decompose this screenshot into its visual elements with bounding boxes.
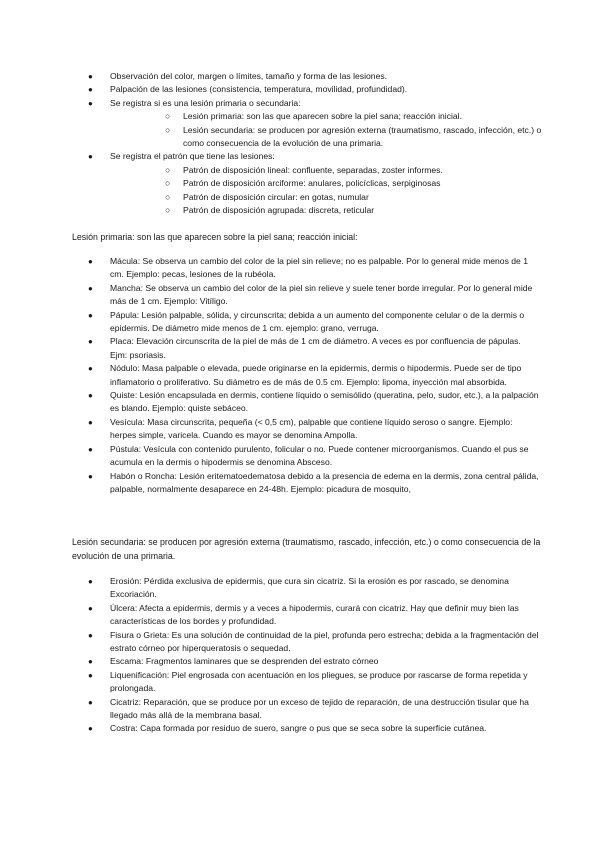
hollow-bullet-icon: ○ bbox=[165, 191, 171, 202]
sub-list-item: ○ Patrón de disposición circular: en gotas, numular bbox=[110, 191, 542, 204]
list-item: ● Fisura o Grieta: Es una solución de continuidad de la piel, profunda pero estrecha; debida a la fragmentación del estrato córneo por hiperqueratosis o sequedad. bbox=[88, 629, 539, 654]
bullet-icon: ● bbox=[88, 364, 93, 374]
bullet-icon: ● bbox=[88, 444, 93, 454]
primary-lesion-heading: Lesión primaria: son las que aparecen sobre la piel sana; reacción inicial: bbox=[72, 232, 358, 242]
bullet-icon: ● bbox=[88, 630, 93, 640]
list-item: ● Mancha: Se observa un cambio del color de la piel sin relieve y suele tener borde irregular. Por lo general mide más de 1 cm. Ejemplo: Vitíligo. bbox=[88, 282, 533, 307]
primary-lesion-list bbox=[72, 255, 540, 496]
bullet-icon: ● bbox=[88, 283, 93, 293]
bullet-icon: ● bbox=[88, 257, 93, 266]
list-item: ● Erosión: Pérdida exclusiva de epidermis, que cura sin cicatriz. Si la erosión es por rascado, se denomina Excoriación. bbox=[88, 576, 509, 600]
bullet-icon: ● bbox=[88, 603, 93, 613]
bullet-icon: ● bbox=[88, 98, 93, 108]
pattern-sublist bbox=[110, 164, 542, 218]
hollow-bullet-icon: ○ bbox=[165, 205, 171, 216]
sub-list-item: ○ Patrón de disposición agrupada: discreta, reticular bbox=[110, 204, 542, 217]
bullet-icon: ● bbox=[88, 85, 93, 95]
list-item: ● Úlcera: Afecta a epidermis, dermis y a veces a hipodermis, curará con cicatriz. Hay que definir muy bien las características de los bordes y profundidad. bbox=[88, 602, 519, 627]
list-item: ● Habón o Roncha: Lesión eritematoedematosa debido a la presencia de edema en la dermis, zona central pálida, palpable, normalmente desaparece en 24-48h. Ejemplo: picadura de mosquito, bbox=[88, 470, 539, 494]
list-item: ● Cicatriz: Reparación, que se produce por un exceso de tejido de reparación, de una destrucción tisular que ha llegado más allá de la membrana basal. bbox=[88, 696, 529, 721]
sub-list-item: ○ Lesión secundaria: se producen por agresión externa (traumatismo, rascado, infección, etc.) o como consecuencia de la evolución de una primaria. bbox=[165, 124, 542, 149]
list-item: ● Quiste: Lesión encapsulada en dermis, contiene líquido o semisólido (queratina, pelo, sudor, etc.), a la palpación es blando. Ejemplo: quiste sebáceo. bbox=[88, 390, 539, 414]
bullet-icon: ● bbox=[88, 310, 93, 320]
list-item: ● Nódulo: Masa palpable o elevada, puede originarse en la epidermis, dermis o hipodermis. Puede ser de tipo inflamatorio o proliferativo. Su diámetro es de más de 0.5 cm. Ejemplo: lipoma, inyección mal absorbida. bbox=[88, 363, 522, 387]
bullet-icon: ● bbox=[88, 471, 93, 481]
sub-list-item: ○ Patrón de disposición lineal: confluente, separadas, zoster informes. bbox=[110, 164, 542, 177]
list-item: ● Escama: Fragmentos laminares que se desprenden del estrato córneo bbox=[72, 655, 540, 668]
list-item: ● Liquenificación: Piel engrosada con acentuación en los pliegues, se produce por rascarse de forma repetida y prolongada. bbox=[88, 669, 528, 694]
exploration-list bbox=[72, 70, 542, 217]
hollow-bullet-icon: ○ bbox=[165, 111, 171, 122]
hollow-bullet-icon: ○ bbox=[165, 124, 171, 135]
bullet-icon: ● bbox=[88, 670, 93, 680]
bullet-icon: ● bbox=[88, 724, 93, 734]
sub-list-item: ○ Patrón de disposición arciforme: anulares, policíclicas, serpiginosas bbox=[110, 177, 542, 190]
list-item: ● Observación del color, margen o límites, tamaño y forma de las lesiones. bbox=[72, 70, 542, 83]
list-item: ● Costra: Capa formada por residuo de suero, sangre o pus que se seca sobre la superficie cutánea. bbox=[72, 722, 540, 735]
bullet-icon: ● bbox=[88, 657, 93, 667]
hollow-bullet-icon: ○ bbox=[165, 178, 171, 189]
list-item: ● Pústula: Vesícula con contenido purulento, folicular o no. Puede contener microorganismos. Cuando el pus se acumula en la dermis o hipodermis se denomina Absceso. bbox=[88, 443, 529, 468]
hollow-bullet-icon: ○ bbox=[165, 164, 171, 175]
bullet-icon: ● bbox=[88, 391, 93, 401]
bullet-icon: ● bbox=[88, 417, 93, 427]
list-item: ● Vesícula: Masa circunscrita, pequeña (< 0,5 cm), palpable que contiene líquido seroso o sangre. Ejemplo: herpes simple, varicela. Cuando es mayor se denomina Ampolla. bbox=[88, 416, 513, 441]
list-item: ● Palpación de las lesiones (consistencia, temperatura, movilidad, profundidad). bbox=[72, 83, 542, 96]
secondary-lesion-list bbox=[72, 575, 540, 736]
bullet-icon: ● bbox=[88, 152, 93, 162]
lesion-type-sublist bbox=[110, 110, 542, 150]
bullet-icon: ● bbox=[88, 72, 93, 81]
bullet-icon: ● bbox=[88, 697, 93, 707]
bullet-icon: ● bbox=[88, 337, 93, 347]
list-item: ● Se registra si es una lesión primaria o secundaria: ○ Lesión primaria: son las que aparecen sobre la piel sana; reacción inicial. ○ Lesión secundaria: se producen por agresión externa (traumatismo, rascado, infección, etc.) o como consecuencia de la evolución de una primaria. bbox=[72, 97, 542, 151]
bullet-icon: ● bbox=[88, 577, 93, 586]
list-item: ● Placa: Elevación circunscrita de la piel de más de 1 cm de diámetro. A veces es por confluencia de pápulas. Ejm: psoriasis. bbox=[88, 336, 521, 360]
secondary-lesion-heading: Lesión secundaria: se producen por agresión externa (traumatismo, rascado, infección, etc.) o como consecuencia de la evolución de una primaria. bbox=[72, 537, 541, 561]
list-item: ● Pápula: Lesión palpable, sólida, y circunscrita; debida a un aumento del componente celular o de la dermis o epidermis. De diámetro mide menos de 1 cm. ejemplo: grano, verruga. bbox=[88, 309, 525, 334]
sub-list-item: ○ Lesión primaria: son las que aparecen sobre la piel sana; reacción inicial. bbox=[110, 110, 542, 123]
list-item: ● Se registra el patrón que tiene las lesiones: ○ Patrón de disposición lineal: confluente, separadas, zoster informes. ○ Patrón de disposición arciforme: anulares, policíclicas, serpiginosas ○ Patrón de disposición circular: en gotas, numular ○ Patrón de disposición agrupada: discreta, reticular bbox=[72, 150, 542, 217]
list-item: ● Mácula: Se observa un cambio del color de la piel sin relieve; no es palpable. Por lo general mide menos de 1 cm. Ejemplo: pecas, lesiones de la rubéola. bbox=[88, 256, 528, 280]
